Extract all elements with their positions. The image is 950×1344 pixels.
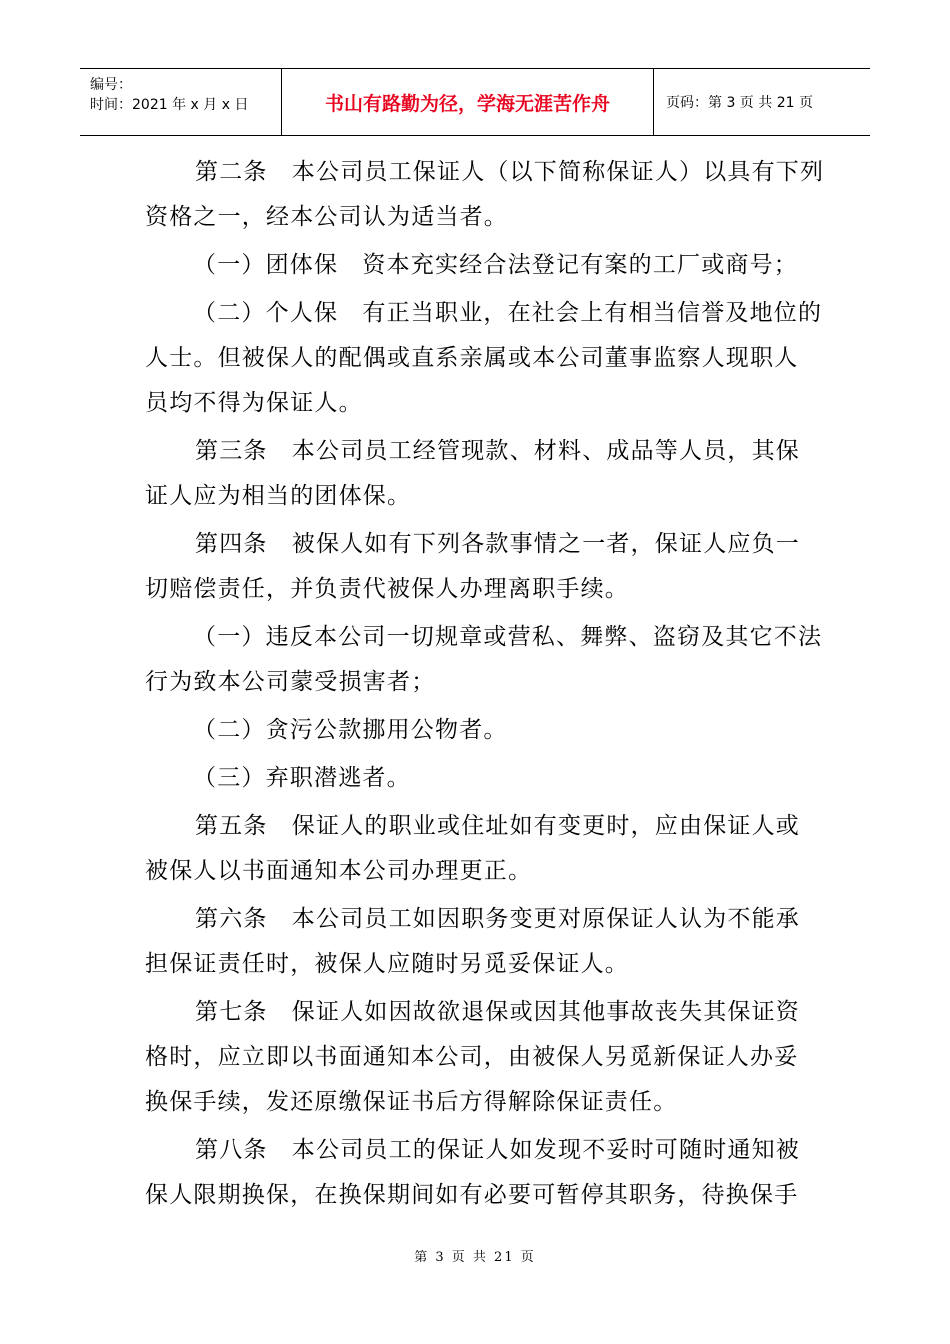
paragraph	[145, 1128, 810, 1218]
paragraph-line: （二）贪污公款挪用公物者。	[193, 717, 508, 743]
paragraph-line: 保人限期换保，在换保期间如有必要可暂停其职务，待换保手	[145, 1182, 799, 1208]
paragraph-line: 被保人以书面通知本公司办理更正。	[145, 858, 533, 884]
paragraph-line: （一）违反本公司一切规章或营私、舞弊、盗窃及其它不法	[193, 624, 823, 650]
paragraph-line: 员均不得为保证人。	[145, 390, 363, 416]
paragraph	[145, 897, 810, 987]
number-label: 编号：	[90, 77, 132, 93]
document-body	[145, 150, 825, 1221]
paragraph-line: 第二条 本公司员工保证人（以下简称保证人）以具有下列	[195, 159, 825, 185]
page-footer	[0, 1246, 950, 1265]
paragraph-line: 人士。但被保人的配偶或直系亲属或本公司董事监察人现职人	[145, 345, 799, 371]
paragraph-line: 资格之一，经本公司认为适当者。	[145, 204, 508, 230]
header-info-cell	[80, 69, 282, 135]
paragraph	[145, 291, 823, 426]
paragraph	[145, 990, 810, 1125]
paragraph-line: 第三条 本公司员工经管现款、材料、成品等人员，其保	[195, 438, 800, 464]
paragraph-line: （二）个人保 有正当职业，在社会上有相当信誉及地位的	[193, 300, 823, 326]
paragraph-line: 担保证责任时，被保人应随时另觅妥保证人。	[145, 951, 629, 977]
page-number-label: 页码：第 3 页 共 21 页	[666, 95, 813, 111]
paragraph	[145, 522, 810, 612]
page-header	[80, 68, 870, 136]
paragraph-line: 切赔偿责任，并负责代被保人办理离职手续。	[145, 576, 629, 602]
motto-text: 书山有路勤为径，学海无涯苦作舟	[324, 92, 610, 115]
paragraph-line: 第四条 被保人如有下列各款事情之一者，保证人应负一	[195, 531, 800, 557]
paragraph-line: 行为致本公司蒙受损害者；	[145, 669, 436, 695]
paragraph-line: 第七条 保证人如因故欲退保或因其他事故丧失其保证资	[195, 999, 800, 1025]
paragraph	[145, 708, 810, 753]
paragraph	[145, 150, 825, 240]
paragraph	[145, 615, 823, 705]
paragraph	[145, 429, 810, 519]
paragraph-line: 第六条 本公司员工如因职务变更对原保证人认为不能承	[195, 906, 800, 932]
paragraph	[145, 756, 810, 801]
paragraph-line: （一）团体保 资本充实经合法登记有案的工厂或商号；	[193, 252, 798, 278]
paragraph-line: 换保手续，发还原缴保证书后方得解除保证责任。	[145, 1089, 678, 1115]
paragraph-line: 第八条 本公司员工的保证人如发现不妥时可随时通知被	[195, 1137, 800, 1163]
header-motto-cell	[282, 69, 654, 135]
footer-page-number: 第 3 页 共 21 页	[414, 1250, 536, 1265]
paragraph-line: 第五条 保证人的职业或住址如有变更时，应由保证人或	[195, 813, 800, 839]
paragraph	[145, 243, 810, 288]
paragraph-line: （三）弃职潜逃者。	[193, 765, 411, 791]
date-label: 时间：2021 年 x 月 x 日	[90, 97, 249, 113]
header-page-cell	[654, 69, 870, 135]
paragraph	[145, 804, 810, 894]
paragraph-line: 证人应为相当的团体保。	[145, 483, 412, 509]
paragraph-line: 格时，应立即以书面通知本公司，由被保人另觅新保证人办妥	[145, 1044, 799, 1070]
